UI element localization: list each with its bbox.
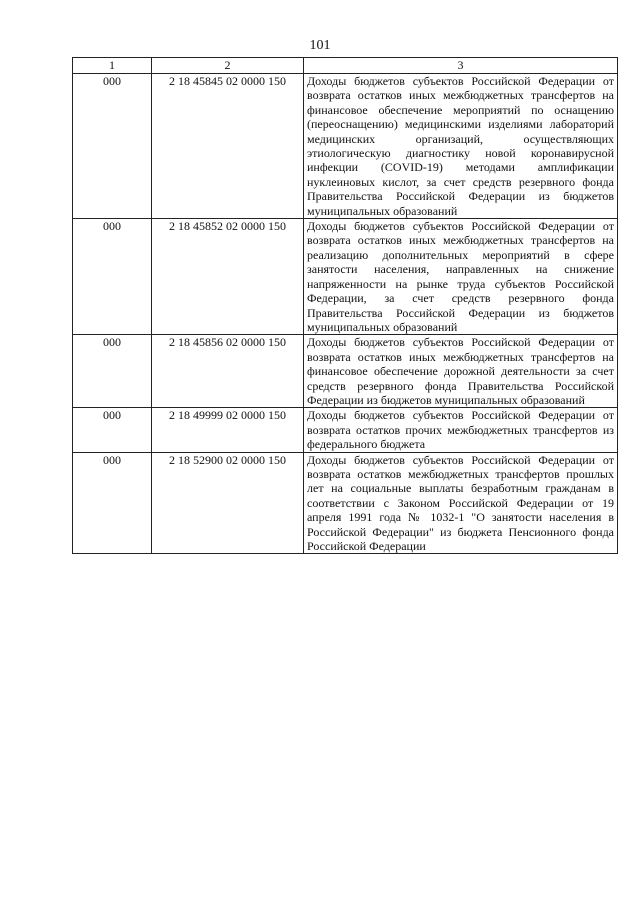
- budget-code-cell: 2 18 52900 02 0000 150: [152, 452, 304, 554]
- admin-code-cell: 000: [73, 408, 152, 452]
- table-row: [73, 408, 618, 452]
- budget-code-cell: 2 18 45845 02 0000 150: [152, 74, 304, 219]
- budget-code-cell: 2 18 49999 02 0000 150: [152, 408, 304, 452]
- table-row: [73, 74, 618, 219]
- revenue-name-cell: Доходы бюджетов субъектов Российской Федерации от возврата остатков иных межбюджетных трансфертов на реализацию дополнительных мероприятий в сфере занятости населения, направленных на снижение напряженности на рынке труда субъектов Российской Федерации, за счет средств резервного фонда Правительства Российской Федерации из бюджетов муниципальных образований: [304, 219, 618, 335]
- column-header-3: 3: [304, 58, 618, 74]
- revenue-name-cell: Доходы бюджетов субъектов Российской Федерации от возврата остатков прочих межбюджетных трансфертов из федерального бюджета: [304, 408, 618, 452]
- table-header-row: [73, 58, 618, 74]
- revenue-name-cell: Доходы бюджетов субъектов Российской Федерации от возврата остатков иных межбюджетных трансфертов на финансовое обеспечение дорожной деятельности за счет средств резервного фонда Правительства Российской Федерации из бюджетов муниципальных образований: [304, 335, 618, 408]
- admin-code-cell: 000: [73, 219, 152, 335]
- revenue-name-cell: Доходы бюджетов субъектов Российской Федерации от возврата остатков иных межбюджетных трансфертов на финансовое обеспечение мероприятий по оснащению (переоснащению) медицинскими изделиями лабораторий медицинских организаций, осуществляющих этиологическую диагностику новой коронавирусной инфекции (COVID-19) методами амплификации нуклеиновых кислот, за счет средств резервного фонда Правительства Российской Федерации из бюджетов муниципальных образований: [304, 74, 618, 219]
- revenue-name-cell: Доходы бюджетов субъектов Российской Федерации от возврата остатков межбюджетных трансфертов прошлых лет на социальные выплаты безработным гражданам в соответствии с Законом Российской Федерации от 19 апреля 1991 года № 1032-1 "О занятости населения в Российской Федерации" из бюджета Пенсионного фонда Российской Федерации: [304, 452, 618, 554]
- column-header-1: 1: [73, 58, 152, 74]
- admin-code-cell: 000: [73, 74, 152, 219]
- column-header-2: 2: [152, 58, 304, 74]
- table-row: [73, 452, 618, 554]
- table-row: [73, 219, 618, 335]
- page-number: 101: [309, 38, 331, 53]
- admin-code-cell: 000: [73, 335, 152, 408]
- table-row: [73, 335, 618, 408]
- budget-revenue-table: [72, 57, 618, 554]
- budget-code-cell: 2 18 45856 02 0000 150: [152, 335, 304, 408]
- admin-code-cell: 000: [73, 452, 152, 554]
- budget-code-cell: 2 18 45852 02 0000 150: [152, 219, 304, 335]
